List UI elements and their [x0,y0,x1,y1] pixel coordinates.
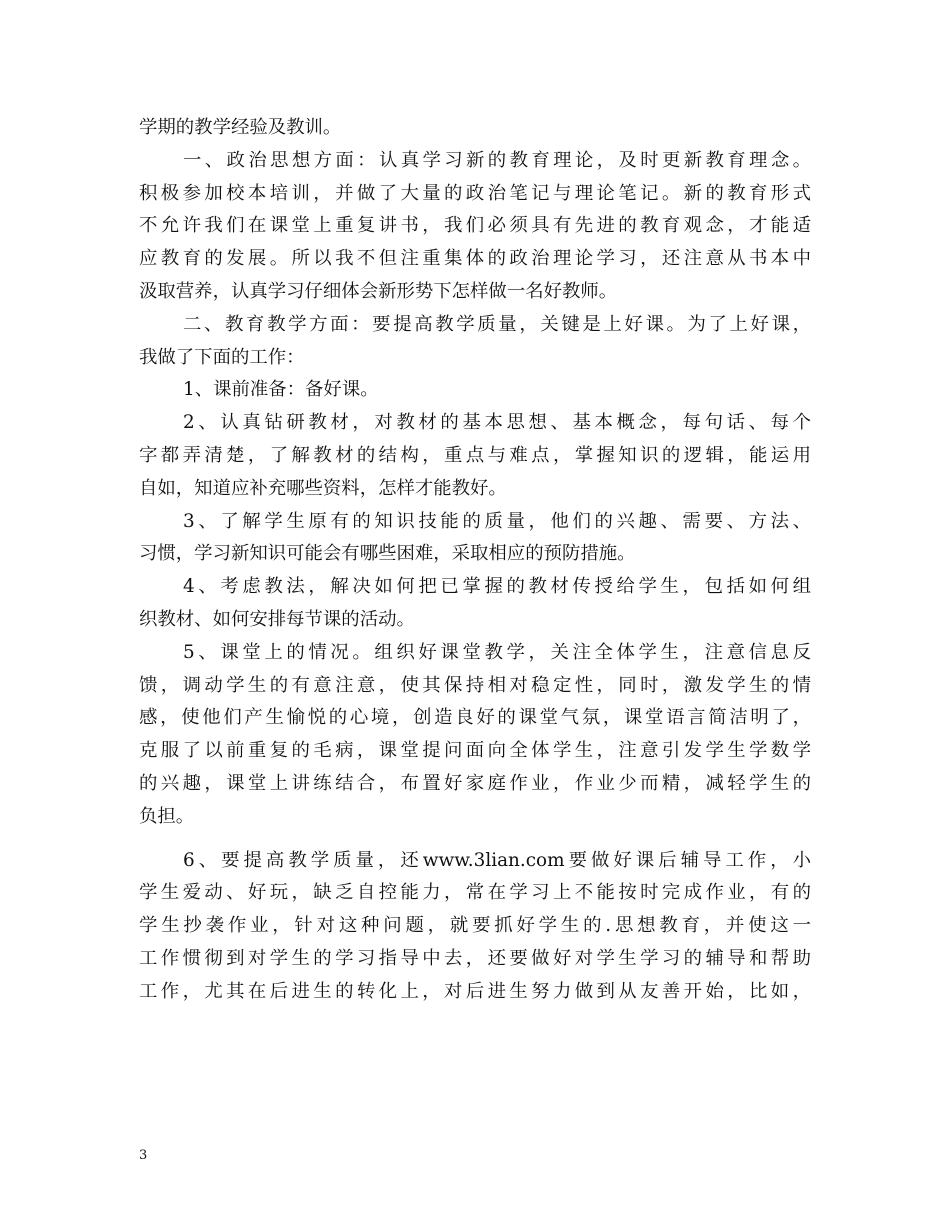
text-line: 3、了解学生原有的知识技能的质量，他们的兴趣、需要、方法、 [183,510,811,532]
paragraph-gap [139,834,811,845]
text-line: 6、要提高教学质量，还www.3lian.com要做好课后辅导工作，小 [183,849,811,871]
text-line: 字都弄清楚，了解教材的结构，重点与难点，掌握知识的逻辑，能运用 [139,444,811,466]
text-line: 不允许我们在课堂上重复讲书，我们必须具有先进的教育观念，才能适 [139,215,811,237]
text-line: 2、认真钻研教材，对教材的基本思想、基本概念，每句话、每个 [183,412,811,434]
document-body [139,112,811,1009]
text-line: 学期的教学经验及教训。 [139,117,342,138]
text-line: 负担。 [139,805,195,827]
text-line: 二、教育教学方面：要提高教学质量，关键是上好课。为了上好课， [183,313,811,335]
text-line: 工作，尤其在后进生的转化上，对后进生努力做到从友善开始，比如， [139,980,811,1002]
text-line: 4、考虑教法，解决如何把已掌握的教材传授给学生，包括如何组 [183,576,811,598]
text-line: 织教材、如何安排每节课的活动。 [139,608,415,630]
text-line: 一、政治思想方面：认真学习新的教育理论，及时更新教育理念。 [183,149,811,171]
text-line: 5、课堂上的情况。组织好课堂教学，关注全体学生，注意信息反 [183,641,811,663]
text-line: 馈，调动学生的有意注意，使其保持相对稳定性，同时，激发学生的情 [139,674,811,696]
text-line: 1、课前准备：备好课。 [183,379,379,401]
text-line: 习惯，学习新知识可能会有哪些困难，采取相应的预防措施。 [139,543,636,565]
text-line: 自如，知道应补充哪些资料，怎样才能教好。 [139,477,507,499]
text-line: 学生爱动、好玩，缺乏自控能力，常在学习上不能按时完成作业，有的 [139,882,811,904]
text-line: 积极参加校本培训，并做了大量的政治笔记与理论笔记。新的教育形式 [139,182,811,204]
page-number: 3 [139,1148,148,1163]
text-line: 汲取营养，认真学习仔细体会新形势下怎样做一名好教师。 [139,280,618,302]
text-line: 感，使他们产生愉悦的心境，创造良好的课堂气氛，课堂语言简洁明了， [139,707,811,729]
text-line: 的兴趣，课堂上讲练结合，布置好家庭作业，作业少而精，减轻学生的 [139,772,811,794]
text-line: 克服了以前重复的毛病，课堂提问面向全体学生，注意引发学生学数学 [139,740,811,762]
text-line: 工作惯彻到对学生的学习指导中去，还要做好对学生学习的辅导和帮助 [139,947,811,969]
text-line: 学生抄袭作业，针对这种问题，就要抓好学生的.思想教育，并使这一 [139,915,811,937]
text-line: 我做了下面的工作： [139,346,305,368]
text-line: 应教育的发展。所以我不但注重集体的政治理论学习，还注意从书本中 [139,248,811,270]
